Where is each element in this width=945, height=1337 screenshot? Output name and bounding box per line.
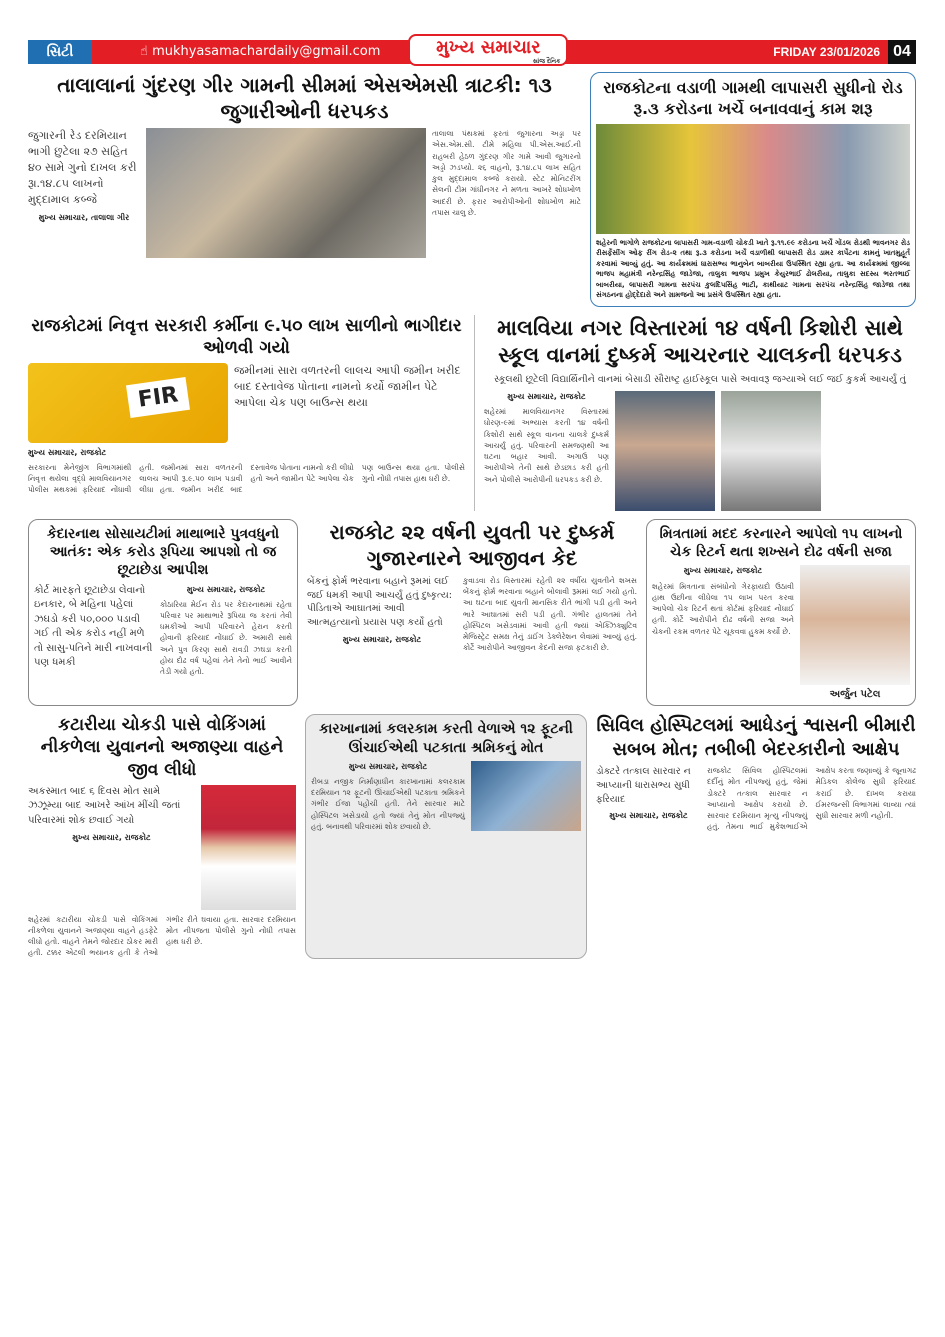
headline-fraud: રાજકોટમાં નિવૃત્ત સરકારી કર્મીના ૯.૫૦ લાખ સાળીનો ભાગીદાર ઓળવી ગયો — [31, 315, 462, 358]
headline-kedarnath: કેદારનાથ સોસાયટીમાં માથાભારે પુત્રવધુનો આતંક: એક કરોડ રૂપિયા આપશો તો જ છૂટાછેડા આપીશ — [46, 525, 280, 579]
logo-tagline: સાંજ દૈનિક — [532, 58, 561, 65]
story-box-road — [590, 72, 916, 307]
story-talala — [28, 72, 581, 307]
headline-katariya: કટારીયા ચોકડી પાસે વોકિંગમાં નીકળેલા યુવાનનો અજાણ્યા વાહને જીવ લીધો — [40, 715, 284, 780]
row-4 — [28, 714, 916, 958]
gamblers-photo — [146, 128, 426, 258]
headline-malviya: માલવિયા નગર વિસ્તારમાં ૧૪ વર્ષની કિશોરી સાથે સ્કૂલ વાનમાં દુષ્કર્મ આચરનાર ચાલકની ધરપકડ — [497, 315, 903, 367]
byline: મુખ્ય સમાચાર, રાજકોટ — [348, 761, 428, 771]
text-column — [160, 584, 292, 678]
text-column — [596, 765, 701, 821]
byline: મુખ્ય સમાચાર, રાજકોટ — [683, 566, 763, 576]
photo-column — [800, 565, 910, 700]
masthead-bar — [28, 37, 916, 65]
story-main — [307, 575, 637, 654]
byline: મુખ્ય સમાચાર, રાજકોટ — [342, 635, 422, 645]
story-malviya — [484, 315, 916, 511]
row-1 — [28, 72, 916, 307]
person-photo-caption: અર્જુન પટેલ — [829, 689, 881, 701]
newspaper-logo — [408, 34, 568, 66]
email-text: mukhyasamachardaily@gmail.com — [152, 44, 381, 59]
inauguration-photo — [596, 124, 910, 234]
text-column — [484, 391, 609, 485]
story-body: શહેરમાં કટારીયા ચોકડી પાસે વોકિંગમાં નીકળેલા યુવાનને અજાણ્યા વાહને હડફેટે લીધો હતો. વાહને તેમને જોરદાર ઠોકર મારી હતી. ટક્કર એટલી ભયાનક હતી કે તેઓ ગંભીર રીતે ઘવાયા હતા. સારવાર દરમિયાન મોત નીપજતા પોલીસે ગુનો નોંધી તપાસ હાથ ધરી છે. — [28, 914, 296, 958]
story-body: સરકારના મેનેજીંગ વિભાગમાંથી નિવૃત્ત થયેલા વૃદ્ધે માલવિયાનગર પોલીસ મથકમાં ફરિયાદ નોંધાવી હતી. જમીનમાં સારા વળતરની લાલચ આપી રૂ.૯.૫૦ લાખ પડાવી લીધા હતા. જમીન ખરીદ બાદ દસ્તાવેજ પોતાના નામનો કરી લીધો હતો અને જામીન પેટે આપેલા ચેક પણ બાઉન્સ થયા હતા. પોલીસે ગુનો નોંધી તપાસ હાથ ધરી છે. — [28, 462, 465, 495]
story-box-cheque — [646, 519, 916, 706]
story-box-factory — [305, 714, 587, 958]
school-van-photo — [721, 391, 821, 511]
headline-road: રાજકોટના વડાળી ગામથી લાપાસરી સુધીનો રોડ રૂ.૩ કરોડના ખર્ચે બનાવવાનું કામ શરૂ — [603, 78, 903, 118]
fall-photo — [471, 761, 581, 831]
story-civil — [596, 714, 916, 958]
story-body: શહેરમાં માલવિયાનગર વિસ્તારમાં ધોરણ-૯માં અભ્યાસ કરતી ૧૪ વર્ષની કિશોરી સાથે સ્કૂલ વાનના ચાલકે દુષ્કર્મ આચર્યું હતું. પરિવારની સમજણથી આ ઘટના બહાર આવી. અગાઉ પણ આરોપીએ તેની સાથે છેડછાડ કરી હતી અને પોલીસે આરોપીની ધરપકડ કરી છે. — [484, 407, 609, 484]
headline-factory: કારખાનામાં કલરકામ કરતી વેળાએ ૧૨ ફૂટની ઊંચાઈએથી પટકાતા શ્રમિકનું મોત — [319, 721, 573, 756]
text-column — [311, 761, 465, 832]
story-body: રાજકોટ સિવિલ હોસ્પિટલમાં દર્દીનું મોત નીપજ્યું હતું, જેમાં ડોક્ટરે તત્કાલ સારવાર ન આપ્યાનો આક્ષેપ કરાયો છે. સારવાર દરમિયાન મૃત્યુ નીપજ્યું હતું. તેમના ભાઈ મુકેશભાઈએ આક્ષેપ કરતા જણાવ્યું કે જૂનાગઢ મેડિકલ કોલેજ સુધી ફરિયાદ કરાઈ છે. દાખલ કરાયા ઈમરજન્સી વિભાગમાં લાવ્યા ત્યાં સુધી સારવાર મળી નહોતી. — [707, 766, 916, 832]
byline: મુખ્ય સમાચાર, રાજકોટ — [186, 584, 266, 594]
story-main — [652, 565, 910, 700]
fir-image — [28, 363, 228, 443]
issue-date: FRIDAY 23/01/2026 — [773, 45, 880, 59]
section-label: સિટી — [28, 40, 92, 64]
story-fraud — [28, 315, 465, 511]
fir-label: FIR — [126, 377, 190, 418]
text-column — [307, 575, 457, 645]
text-column — [28, 785, 195, 844]
byline: મુખ્ય સમાચાર, રાજકોટ — [507, 391, 586, 401]
deck-fraud: જમીનમાં સારા વળતરની લાલચ આપી જમીન ખરીદ બાદ દસ્તાવેજ પોતાના નામનો કર્યો જામીન પેટે આપેલા ચેક પણ બાઉન્સ થયા — [234, 363, 461, 409]
person-photo — [800, 565, 910, 685]
deck-civil: ડોક્ટરે તત્કાલ સારવાર ન આપ્યાની ધારાસભ્ય સુધી ફરિયાદ — [596, 766, 691, 805]
story-life-sentence — [307, 519, 637, 706]
photo-caption: શહેરની ભાગોળે રાજકોટના લાપાસરી ગામ-વડાળી ચોકડી ખાતે રૂ.૧૧.૯૯ કરોડના ખર્ચે ગોંડલ રોડથી ભાવનગર રોડ રીસર્ફેસીંગ ઓફ રીંગ રોડ-૨ તથા રૂ.૩ કરોડના ખર્ચે વડાળીથી લાપાસરી રોડ ડામર કાર્પેટના કામનું ખાતમુહૂર્ત કરવામાં આવ્યું હતું. આ કાર્યક્રમમાં ધારાસભ્ય ભાનુબેન બાબરીયા ઉપસ્થિત રહ્યા હતા. આ કાર્યક્રમમાં જીલ્લા ભાજપ મહામંત્રી નરેન્દ્રસિંહ જાડેજા, તાલુકા ભાજપ પ્રમુખ કેયુરભાઈ ઢોલરીયા, તાલુકા સદસ્ય ભરતભાઈ બાબરીયા, લાપાસરી ગામના સરપંચ કુલદિપસિંહ ભાટી, કાથીયાટ ગામના સરપંચ નરેન્દ્રસિંહ જાડેજા તથા સંગઠનના હોદ્દેદારો અને ગ્રામજનો આ પ્રસંગે ઉપસ્થિત રહ્યા હતા. — [596, 238, 910, 300]
story-main — [596, 765, 916, 833]
byline: મુખ્ય સમાચાર, તાલાલા ગીર — [38, 212, 130, 222]
byline: મુખ્ય સમાચાર, રાજકોટ — [72, 833, 151, 843]
email-address[interactable] — [140, 40, 380, 64]
story-main — [28, 785, 296, 910]
story-main — [34, 584, 292, 678]
deck-kedarnath: કોર્ટ મારફતે છૂટાછેડા લેવાનો ઇનકાર, બે મહિના પહેલાં ઝઘડો કરી ૫૦,૦૦૦ પડાવી ગઈ તી એક કરોડ નહીં મળે તો સાસુ-પતિને મારી નાખવાની પણ ધમકી — [34, 584, 153, 669]
story-body: રીબડા નજીક નિર્માણાધીન કારખાનામાં કલરકામ દરમિયાન ૧૨ ફૂટની ઊંચાઈએથી પટકાતા શ્રમિકને ગંભીર ઈજા પહોંચી હતી. તેને સારવાર માટે હોસ્પિટલ ખસેડાયો હતો જ્યાં તેનું મોત નીપજ્યું હતું. બનાવથી પરિવારમાં શોક છવાયો છે. — [311, 776, 465, 831]
accused-photo — [615, 391, 715, 511]
logo-text: મુખ્ય સમાચાર — [436, 37, 541, 58]
story-body: શહેરમાં મિત્રતાના સંબંધોનો ગેરફાયદો ઉઠાવી હાથ ઉછીના લીધેલા ૧૫ લાખ પરત કરવા આપેલો ચેક રિટર્ન થતાં કોર્ટમાં ફરિયાદ નોંધાઈ હતી. કોર્ટે આરોપીને દોઢ વર્ષની સજા અને ચેકની રકમ વળતર પેટે ચૂકવવા હુકમ કર્યો છે. — [652, 581, 794, 636]
divider — [474, 315, 475, 511]
story-main — [484, 391, 916, 511]
byline: મુખ્ય સમાચાર, રાજકોટ — [28, 447, 107, 457]
deck-talala: જુગારની રેડ દરમિયાન ભાગી છુટેલા ૨૭ સહિત ૪૦ સામે ગુનો દાખલ કરી રૂા.૧૪.૮૫ લાખનો મુદ્દામાલ કબ્જે — [28, 129, 137, 206]
page-number: 04 — [888, 40, 916, 64]
story-top — [28, 128, 581, 258]
byline: મુખ્ય સમાચાર, રાજકોટ — [609, 811, 688, 821]
deck-column — [28, 128, 140, 223]
story-body: કુવાડવા રોડ વિસ્તારમાં રહેતી ૨૨ વર્ષીય યુવતીને શખસ બેંકનું ફોર્મ ભરવાના બહાને બોલાવી રૂમમાં લઈ ગયો હતો. આ ઘટના બાદ યુવતી માનસિક રીતે ભાંગી પડી હતી અને ભારે આઘાતમાં સરી પડી હતી. ગંભીર હાલતમાં તેને હોસ્પિટલ ખસેડવામાં આવી હતી જ્યાં એક્ઝિક્યુટિવ મેજિસ્ટ્રેટ સમક્ષ તેનું ડાઈંગ ડેક્લેરેશન લેવામાં આવ્યું હતું. કોર્ટે આરોપીને આજીવન કેદની સજા ફટકારી છે. — [463, 575, 637, 653]
deck-katariya: અકસ્માત બાદ ૬ દિવસ મોત સામે ઝઝૂમ્યા બાદ આખરે આંખ મીંચી જતાં પરિવારમાં શોક છવાઈ ગયો — [28, 785, 181, 826]
headline-talala: તાલાલાનાં ગુંદરણ ગીર ગામની સીમમાં એસએમસી ત્રાટકી: ૧૩ જુગારીઓની ધરપકડ — [57, 73, 552, 123]
story-body: તાલાલા પંથકમાં ફરતાં જુગારના અડ્ડા પર એસ.એમ.સી. ટીમે મહિલા પી.એસ.આઈ.ની રાહબરી હેઠળ ગુંદરણ ગીર ગામે આવી જુગારનો અડ્ડો ઝડપ્યો. ૨૬ વાહનો, રૂ.૧૪.૮૫ લાખ સહિત કુલ મુદ્દામાલ કબ્જે કરાયો. સ્ટેટ મોનિટરીંગ સેલની ટીમ ગાંધીનગર ને મળતા આખરે શોધખોળ આદરી છે. ફરાર આરોપીઓની શોધખોળ માટે તપાસ ચાલુ છે. — [432, 129, 581, 217]
deck-life-sentence: બેંકનું ફોર્મ ભરવાના બહાને રૂમમાં લઈ જઈ ધમકી આપી આચર્યું હતું દુષ્કૃત્ય: પીડિતાએ આઘાતમાં આવી આત્મહત્યાનો પ્રયાસ પણ કર્યો હતો — [307, 575, 452, 629]
text-column — [652, 565, 794, 636]
story-top — [28, 363, 465, 443]
row-3 — [28, 519, 916, 706]
deck-malviya: સ્કૂલથી છૂટેલી વિદ્યાર્થિનીને વાનમાં બેસાડી સૌરાષ્ટ્ર હાઈસ્કૂલ પાસે અવાવરૂ જગ્યાએ લઈ જઈ કુકર્મ આચર્યું તું — [494, 374, 906, 386]
story-box-kedarnath — [28, 519, 298, 706]
story-katariya — [28, 714, 296, 958]
headline-civil: સિવિલ હોસ્પિટલમાં આધેડનું શ્વાસની બીમારી સબબ મોત; તબીબી બેદરકારીનો આક્ષેપ — [596, 715, 916, 760]
headline-life-sentence: રાજકોટ ૨૨ વર્ષની યુવતી પર દુષ્કર્મ ગુજારનારને આજીવન કેદ — [329, 519, 615, 570]
story-body: કોઠારિયા મેઈન રોડ પર કેદારનાથમાં રહેતા પરિવાર પર માથાભારે રૂપિયા જ કરતાં તેવી ધમકીઓ આપી પરિવારને હેરાન કરતી હોવાની ફરિયાદ નોંધાઈ છે. અમારી સાથે અને પુત્ર કિરણ સાથે રાવડી ઝઘડા કરતી હોય દોઢ વર્ષ પહેલાં તેને તેનો ભાઈ આવીને તેડી ગયો હતો. — [160, 599, 292, 677]
victim-photo — [201, 785, 296, 910]
story-main — [311, 761, 581, 832]
row-2 — [28, 315, 916, 511]
hand-icon: ☝ — [140, 44, 153, 59]
headline-cheque: મિત્રતામાં મદદ કરનારને આપેલો ૧૫ લાખનો ચેક રિટર્ન થતા શખ્સને દોઢ વર્ષની સજા — [659, 525, 903, 561]
